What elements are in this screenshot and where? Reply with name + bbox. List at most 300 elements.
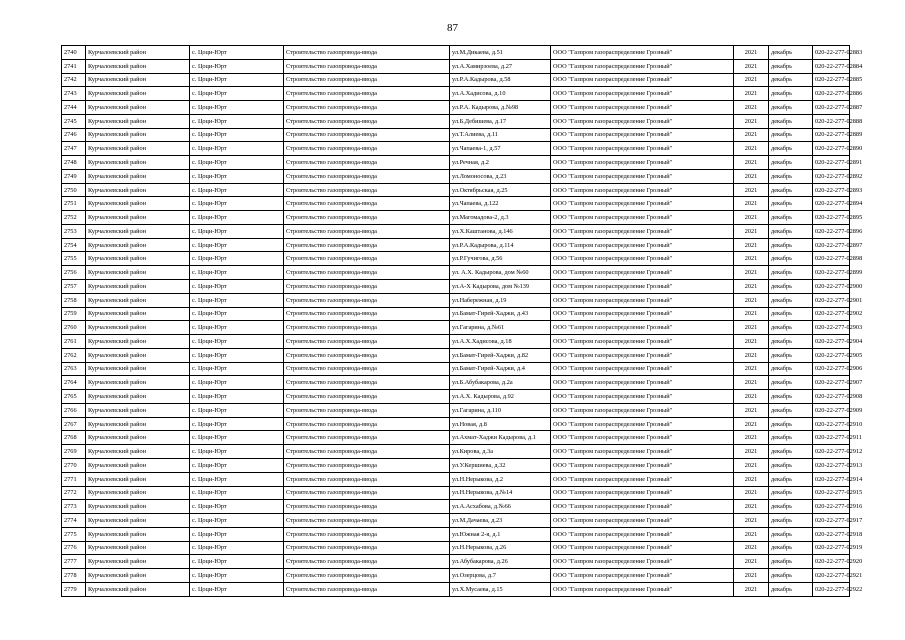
cell-registry-code: 020-22-277-02896	[813, 224, 850, 238]
cell-district: Курчалоевский район	[86, 527, 190, 541]
cell-settlement: с. Цоци-Юрт	[190, 307, 284, 321]
cell-work-type: Строительство газопровода-ввода	[284, 472, 450, 486]
cell-settlement: с. Цоци-Юрт	[190, 73, 284, 87]
cell-row-number: 2775	[62, 527, 86, 541]
cell-year: 2021	[734, 114, 769, 128]
cell-row-number: 2767	[62, 417, 86, 431]
cell-year: 2021	[734, 266, 769, 280]
cell-settlement: с. Цоци-Юрт	[190, 114, 284, 128]
cell-row-number: 2755	[62, 252, 86, 266]
cell-district: Курчалоевский район	[86, 73, 190, 87]
table-row	[62, 541, 850, 555]
cell-settlement: с. Цоци-Юрт	[190, 211, 284, 225]
table-row	[62, 445, 850, 459]
cell-address: ул.А.Х. Кадырова, д.92	[450, 390, 551, 404]
cell-row-number: 2776	[62, 541, 86, 555]
cell-address: ул.Н.Нерыкова, д.26	[450, 541, 551, 555]
cell-row-number: 2747	[62, 142, 86, 156]
cell-organization: ООО "Газпром газораспределение Грозный"	[551, 224, 734, 238]
cell-year: 2021	[734, 500, 769, 514]
table-row	[62, 197, 850, 211]
cell-organization: ООО "Газпром газораспределение Грозный"	[551, 569, 734, 583]
cell-year: 2021	[734, 445, 769, 459]
cell-registry-code: 020-22-277-02913	[813, 458, 850, 472]
cell-year: 2021	[734, 128, 769, 142]
cell-month: декабрь	[769, 431, 813, 445]
cell-month: декабрь	[769, 569, 813, 583]
cell-district: Курчалоевский район	[86, 417, 190, 431]
cell-registry-code: 020-22-277-02920	[813, 555, 850, 569]
cell-settlement: с. Цоци-Юрт	[190, 224, 284, 238]
cell-year: 2021	[734, 403, 769, 417]
cell-address: ул.Т.Алиева, д.11	[450, 128, 551, 142]
cell-work-type: Строительство газопровода-ввода	[284, 307, 450, 321]
cell-year: 2021	[734, 73, 769, 87]
cell-organization: ООО "Газпром газораспределение Грозный"	[551, 348, 734, 362]
cell-address: ул.А-Х Кадырова, дом №139	[450, 280, 551, 294]
cell-month: декабрь	[769, 224, 813, 238]
cell-month: декабрь	[769, 472, 813, 486]
cell-row-number: 2769	[62, 445, 86, 459]
cell-settlement: с. Цоци-Юрт	[190, 101, 284, 115]
cell-registry-code: 020-22-277-02890	[813, 142, 850, 156]
cell-month: декабрь	[769, 417, 813, 431]
cell-row-number: 2760	[62, 321, 86, 335]
cell-registry-code: 020-22-277-02918	[813, 527, 850, 541]
cell-district: Курчалоевский район	[86, 458, 190, 472]
cell-district: Курчалоевский район	[86, 59, 190, 73]
cell-district: Курчалоевский район	[86, 307, 190, 321]
cell-month: декабрь	[769, 266, 813, 280]
cell-address: ул.М.Дикаева, д.51	[450, 46, 551, 60]
cell-row-number: 2770	[62, 458, 86, 472]
cell-district: Курчалоевский район	[86, 472, 190, 486]
table-row	[62, 87, 850, 101]
cell-registry-code: 020-22-277-02884	[813, 59, 850, 73]
table-row	[62, 472, 850, 486]
cell-month: декабрь	[769, 156, 813, 170]
cell-settlement: с. Цоци-Юрт	[190, 486, 284, 500]
cell-row-number: 2754	[62, 238, 86, 252]
cell-year: 2021	[734, 527, 769, 541]
cell-district: Курчалоевский район	[86, 362, 190, 376]
cell-month: декабрь	[769, 238, 813, 252]
cell-organization: ООО "Газпром газораспределение Грозный"	[551, 73, 734, 87]
cell-settlement: с. Цоци-Юрт	[190, 87, 284, 101]
cell-district: Курчалоевский район	[86, 142, 190, 156]
cell-district: Курчалоевский район	[86, 335, 190, 349]
cell-organization: ООО "Газпром газораспределение Грозный"	[551, 582, 734, 596]
cell-row-number: 2750	[62, 183, 86, 197]
cell-row-number: 2761	[62, 335, 86, 349]
cell-work-type: Строительство газопровода-ввода	[284, 142, 450, 156]
cell-settlement: с. Цоци-Юрт	[190, 500, 284, 514]
cell-address: ул.Р.А.Кадырова, д.58	[450, 73, 551, 87]
cell-address: ул.Н.Нерыкова, д.2	[450, 472, 551, 486]
cell-work-type: Строительство газопровода-ввода	[284, 280, 450, 294]
table-row	[62, 376, 850, 390]
cell-address: ул.Октябрьская, д.25	[450, 183, 551, 197]
cell-work-type: Строительство газопровода-ввода	[284, 582, 450, 596]
cell-address: ул.Чапаева, д.122	[450, 197, 551, 211]
cell-month: декабрь	[769, 87, 813, 101]
cell-settlement: с. Цоци-Юрт	[190, 321, 284, 335]
cell-row-number: 2774	[62, 514, 86, 528]
cell-district: Курчалоевский район	[86, 431, 190, 445]
cell-address: ул.А.Асхабова, д.№66	[450, 500, 551, 514]
table-row	[62, 527, 850, 541]
cell-row-number: 2765	[62, 390, 86, 404]
cell-month: декабрь	[769, 348, 813, 362]
cell-registry-code: 020-22-277-02902	[813, 307, 850, 321]
table-row	[62, 293, 850, 307]
table-row	[62, 486, 850, 500]
cell-organization: ООО "Газпром газораспределение Грозный"	[551, 362, 734, 376]
cell-organization: ООО "Газпром газораспределение Грозный"	[551, 458, 734, 472]
cell-address: ул. А.Х. Кадырова, дом №60	[450, 266, 551, 280]
cell-registry-code: 020-22-277-02892	[813, 169, 850, 183]
table-row	[62, 142, 850, 156]
cell-settlement: с. Цоци-Юрт	[190, 527, 284, 541]
cell-settlement: с. Цоци-Юрт	[190, 403, 284, 417]
cell-address: ул.Н.Нерыкова, д.№14	[450, 486, 551, 500]
cell-district: Курчалоевский район	[86, 514, 190, 528]
cell-registry-code: 020-22-277-02910	[813, 417, 850, 431]
cell-work-type: Строительство газопровода-ввода	[284, 211, 450, 225]
cell-month: декабрь	[769, 252, 813, 266]
cell-month: декабрь	[769, 445, 813, 459]
cell-organization: ООО "Газпром газораспределение Грозный"	[551, 541, 734, 555]
cell-row-number: 2762	[62, 348, 86, 362]
cell-district: Курчалоевский район	[86, 156, 190, 170]
cell-year: 2021	[734, 59, 769, 73]
cell-row-number: 2751	[62, 197, 86, 211]
cell-month: декабрь	[769, 403, 813, 417]
cell-row-number: 2766	[62, 403, 86, 417]
cell-organization: ООО "Газпром газораспределение Грозный"	[551, 376, 734, 390]
cell-registry-code: 020-22-277-02921	[813, 569, 850, 583]
cell-address: ул.Х.Мусаева, д.15	[450, 582, 551, 596]
cell-address: ул.А.Хамирзоева, д.27	[450, 59, 551, 73]
cell-registry-code: 020-22-277-02894	[813, 197, 850, 211]
cell-organization: ООО "Газпром газораспределение Грозный"	[551, 101, 734, 115]
cell-registry-code: 020-22-277-02906	[813, 362, 850, 376]
cell-organization: ООО "Газпром газораспределение Грозный"	[551, 527, 734, 541]
page-number: 87	[447, 22, 458, 34]
cell-district: Курчалоевский район	[86, 183, 190, 197]
cell-district: Курчалоевский район	[86, 224, 190, 238]
cell-year: 2021	[734, 362, 769, 376]
cell-month: декабрь	[769, 335, 813, 349]
cell-work-type: Строительство газопровода-ввода	[284, 169, 450, 183]
cell-registry-code: 020-22-277-02893	[813, 183, 850, 197]
cell-month: декабрь	[769, 390, 813, 404]
cell-organization: ООО "Газпром газораспределение Грозный"	[551, 46, 734, 60]
cell-district: Курчалоевский район	[86, 280, 190, 294]
cell-month: декабрь	[769, 46, 813, 60]
cell-work-type: Строительство газопровода-ввода	[284, 390, 450, 404]
cell-organization: ООО "Газпром газораспределение Грозный"	[551, 280, 734, 294]
cell-address: ул.Бамат-Гирей-Хаджи, д.43	[450, 307, 551, 321]
cell-organization: ООО "Газпром газораспределение Грозный"	[551, 321, 734, 335]
cell-address: ул.М.Дачаева, д.23	[450, 514, 551, 528]
cell-organization: ООО "Газпром газораспределение Грозный"	[551, 59, 734, 73]
cell-address: ул.Новая, д.8	[450, 417, 551, 431]
cell-registry-code: 020-22-277-02904	[813, 335, 850, 349]
cell-work-type: Строительство газопровода-ввода	[284, 541, 450, 555]
cell-organization: ООО "Газпром газораспределение Грозный"	[551, 169, 734, 183]
cell-year: 2021	[734, 183, 769, 197]
cell-month: декабрь	[769, 59, 813, 73]
cell-registry-code: 020-22-277-02922	[813, 582, 850, 596]
cell-month: декабрь	[769, 142, 813, 156]
cell-organization: ООО "Газпром газораспределение Грозный"	[551, 307, 734, 321]
cell-work-type: Строительство газопровода-ввода	[284, 335, 450, 349]
cell-year: 2021	[734, 417, 769, 431]
table-row	[62, 266, 850, 280]
cell-registry-code: 020-22-277-02911	[813, 431, 850, 445]
cell-settlement: с. Цоци-Юрт	[190, 128, 284, 142]
cell-registry-code: 020-22-277-02909	[813, 403, 850, 417]
cell-year: 2021	[734, 582, 769, 596]
cell-year: 2021	[734, 293, 769, 307]
table-row	[62, 417, 850, 431]
cell-work-type: Строительство газопровода-ввода	[284, 197, 450, 211]
cell-organization: ООО "Газпром газораспределение Грозный"	[551, 252, 734, 266]
cell-work-type: Строительство газопровода-ввода	[284, 486, 450, 500]
cell-settlement: с. Цоци-Юрт	[190, 514, 284, 528]
cell-row-number: 2773	[62, 500, 86, 514]
table-row	[62, 211, 850, 225]
cell-month: декабрь	[769, 458, 813, 472]
cell-settlement: с. Цоци-Юрт	[190, 390, 284, 404]
cell-year: 2021	[734, 486, 769, 500]
table-row	[62, 555, 850, 569]
cell-settlement: с. Цоци-Юрт	[190, 472, 284, 486]
cell-registry-code: 020-22-277-02915	[813, 486, 850, 500]
cell-registry-code: 020-22-277-02919	[813, 541, 850, 555]
cell-registry-code: 020-22-277-02903	[813, 321, 850, 335]
cell-month: декабрь	[769, 321, 813, 335]
cell-year: 2021	[734, 224, 769, 238]
cell-month: декабрь	[769, 128, 813, 142]
cell-district: Курчалоевский район	[86, 101, 190, 115]
cell-organization: ООО "Газпром газораспределение Грозный"	[551, 555, 734, 569]
cell-month: декабрь	[769, 169, 813, 183]
table-row	[62, 156, 850, 170]
cell-settlement: с. Цоци-Юрт	[190, 183, 284, 197]
cell-row-number: 2777	[62, 555, 86, 569]
cell-organization: ООО "Газпром газораспределение Грозный"	[551, 293, 734, 307]
cell-year: 2021	[734, 376, 769, 390]
cell-year: 2021	[734, 514, 769, 528]
cell-registry-code: 020-22-277-02901	[813, 293, 850, 307]
cell-year: 2021	[734, 555, 769, 569]
cell-settlement: с. Цоци-Юрт	[190, 293, 284, 307]
cell-settlement: с. Цоци-Юрт	[190, 252, 284, 266]
cell-row-number: 2752	[62, 211, 86, 225]
cell-work-type: Строительство газопровода-ввода	[284, 458, 450, 472]
cell-work-type: Строительство газопровода-ввода	[284, 87, 450, 101]
cell-address: ул.Кирова, д.3а	[450, 445, 551, 459]
cell-organization: ООО "Газпром газораспределение Грозный"	[551, 128, 734, 142]
cell-work-type: Строительство газопровода-ввода	[284, 362, 450, 376]
cell-settlement: с. Цоци-Юрт	[190, 156, 284, 170]
cell-settlement: с. Цоци-Юрт	[190, 445, 284, 459]
cell-address: ул.Б.Абубакарова, д.2а	[450, 376, 551, 390]
cell-row-number: 2746	[62, 128, 86, 142]
table-row	[62, 101, 850, 115]
cell-address: ул.Бамат-Гирей-Хаджи, д.4	[450, 362, 551, 376]
cell-registry-code: 020-22-277-02885	[813, 73, 850, 87]
cell-district: Курчалоевский район	[86, 500, 190, 514]
cell-address: ул.Магомадова-2, д.3	[450, 211, 551, 225]
cell-address: ул.Р.А. Кадырова, д.№98	[450, 101, 551, 115]
cell-address: ул.А.Х.Хадисова, д.18	[450, 335, 551, 349]
cell-work-type: Строительство газопровода-ввода	[284, 555, 450, 569]
cell-organization: ООО "Газпром газораспределение Грозный"	[551, 266, 734, 280]
cell-row-number: 2745	[62, 114, 86, 128]
cell-year: 2021	[734, 197, 769, 211]
cell-address: ул.Южная 2-я, д.1	[450, 527, 551, 541]
cell-address: ул.Р.А.Кадырова, д.114	[450, 238, 551, 252]
cell-organization: ООО "Газпром газораспределение Грозный"	[551, 183, 734, 197]
cell-month: декабрь	[769, 500, 813, 514]
cell-district: Курчалоевский район	[86, 445, 190, 459]
cell-settlement: с. Цоци-Юрт	[190, 541, 284, 555]
table-row	[62, 500, 850, 514]
cell-settlement: с. Цоци-Юрт	[190, 348, 284, 362]
cell-settlement: с. Цоци-Юрт	[190, 280, 284, 294]
cell-address: ул.Чапаева-1, д.57	[450, 142, 551, 156]
cell-address: ул.Х.Каштанова, д.146	[450, 224, 551, 238]
cell-settlement: с. Цоци-Юрт	[190, 582, 284, 596]
cell-district: Курчалоевский район	[86, 87, 190, 101]
cell-settlement: с. Цоци-Юрт	[190, 569, 284, 583]
cell-district: Курчалоевский район	[86, 238, 190, 252]
table-row	[62, 128, 850, 142]
cell-registry-code: 020-22-277-02891	[813, 156, 850, 170]
cell-organization: ООО "Газпром газораспределение Грозный"	[551, 114, 734, 128]
cell-district: Курчалоевский район	[86, 486, 190, 500]
cell-district: Курчалоевский район	[86, 348, 190, 362]
cell-registry-code: 020-22-277-02883	[813, 46, 850, 60]
cell-settlement: с. Цоци-Юрт	[190, 238, 284, 252]
cell-work-type: Строительство газопровода-ввода	[284, 417, 450, 431]
cell-month: декабрь	[769, 527, 813, 541]
cell-work-type: Строительство газопровода-ввода	[284, 101, 450, 115]
cell-month: декабрь	[769, 376, 813, 390]
cell-work-type: Строительство газопровода-ввода	[284, 569, 450, 583]
cell-settlement: с. Цоци-Юрт	[190, 142, 284, 156]
cell-month: декабрь	[769, 211, 813, 225]
cell-row-number: 2772	[62, 486, 86, 500]
cell-row-number: 2741	[62, 59, 86, 73]
cell-registry-code: 020-22-277-02917	[813, 514, 850, 528]
cell-work-type: Строительство газопровода-ввода	[284, 266, 450, 280]
cell-work-type: Строительство газопровода-ввода	[284, 500, 450, 514]
cell-year: 2021	[734, 569, 769, 583]
cell-organization: ООО "Газпром газораспределение Грозный"	[551, 514, 734, 528]
table-row	[62, 569, 850, 583]
table-row	[62, 403, 850, 417]
cell-month: декабрь	[769, 514, 813, 528]
cell-settlement: с. Цоци-Юрт	[190, 555, 284, 569]
cell-organization: ООО "Газпром газораспределение Грозный"	[551, 417, 734, 431]
cell-address: ул.Набережная, д.19	[450, 293, 551, 307]
cell-work-type: Строительство газопровода-ввода	[284, 73, 450, 87]
cell-registry-code: 020-22-277-02908	[813, 390, 850, 404]
table-row	[62, 307, 850, 321]
cell-work-type: Строительство газопровода-ввода	[284, 156, 450, 170]
cell-registry-code: 020-22-277-02899	[813, 266, 850, 280]
table-row	[62, 431, 850, 445]
cell-organization: ООО "Газпром газораспределение Грозный"	[551, 486, 734, 500]
cell-work-type: Строительство газопровода-ввода	[284, 59, 450, 73]
cell-row-number: 2748	[62, 156, 86, 170]
cell-district: Курчалоевский район	[86, 390, 190, 404]
cell-registry-code: 020-22-277-02912	[813, 445, 850, 459]
cell-row-number: 2743	[62, 87, 86, 101]
cell-settlement: с. Цоци-Юрт	[190, 335, 284, 349]
cell-registry-code: 020-22-277-02889	[813, 128, 850, 142]
cell-settlement: с. Цоци-Юрт	[190, 169, 284, 183]
table-row	[62, 335, 850, 349]
table-row	[62, 362, 850, 376]
cell-address: ул.Озерцова, д.7	[450, 569, 551, 583]
cell-address: ул.Бамат-Гирей-Хаджи, д.82	[450, 348, 551, 362]
cell-district: Курчалоевский район	[86, 555, 190, 569]
cell-work-type: Строительство газопровода-ввода	[284, 376, 450, 390]
cell-registry-code: 020-22-277-02895	[813, 211, 850, 225]
cell-registry-code: 020-22-277-02914	[813, 472, 850, 486]
table-row	[62, 582, 850, 596]
cell-address: ул.Ахмат-Хаджи Кадырова, д.1	[450, 431, 551, 445]
cell-district: Курчалоевский район	[86, 211, 190, 225]
cell-work-type: Строительство газопровода-ввода	[284, 527, 450, 541]
cell-row-number: 2742	[62, 73, 86, 87]
cell-year: 2021	[734, 280, 769, 294]
cell-address: ул.А.Хадисова, д.10	[450, 87, 551, 101]
table-row	[62, 169, 850, 183]
cell-row-number: 2771	[62, 472, 86, 486]
cell-work-type: Строительство газопровода-ввода	[284, 114, 450, 128]
cell-month: декабрь	[769, 307, 813, 321]
cell-registry-code: 020-22-277-02888	[813, 114, 850, 128]
cell-year: 2021	[734, 211, 769, 225]
cell-settlement: с. Цоци-Юрт	[190, 431, 284, 445]
cell-registry-code: 020-22-277-02886	[813, 87, 850, 101]
cell-month: декабрь	[769, 362, 813, 376]
cell-registry-code: 020-22-277-02900	[813, 280, 850, 294]
cell-month: декабрь	[769, 197, 813, 211]
cell-address: ул.Гагарина, д.110	[450, 403, 551, 417]
table-row	[62, 183, 850, 197]
cell-year: 2021	[734, 238, 769, 252]
cell-district: Курчалоевский район	[86, 169, 190, 183]
cell-month: декабрь	[769, 541, 813, 555]
cell-registry-code: 020-22-277-02898	[813, 252, 850, 266]
cell-registry-code: 020-22-277-02905	[813, 348, 850, 362]
cell-row-number: 2740	[62, 46, 86, 60]
cell-settlement: с. Цоци-Юрт	[190, 59, 284, 73]
table-row	[62, 46, 850, 60]
cell-organization: ООО "Газпром газораспределение Грозный"	[551, 472, 734, 486]
cell-organization: ООО "Газпром газораспределение Грозный"	[551, 142, 734, 156]
cell-month: декабрь	[769, 555, 813, 569]
cell-work-type: Строительство газопровода-ввода	[284, 321, 450, 335]
cell-district: Курчалоевский район	[86, 46, 190, 60]
